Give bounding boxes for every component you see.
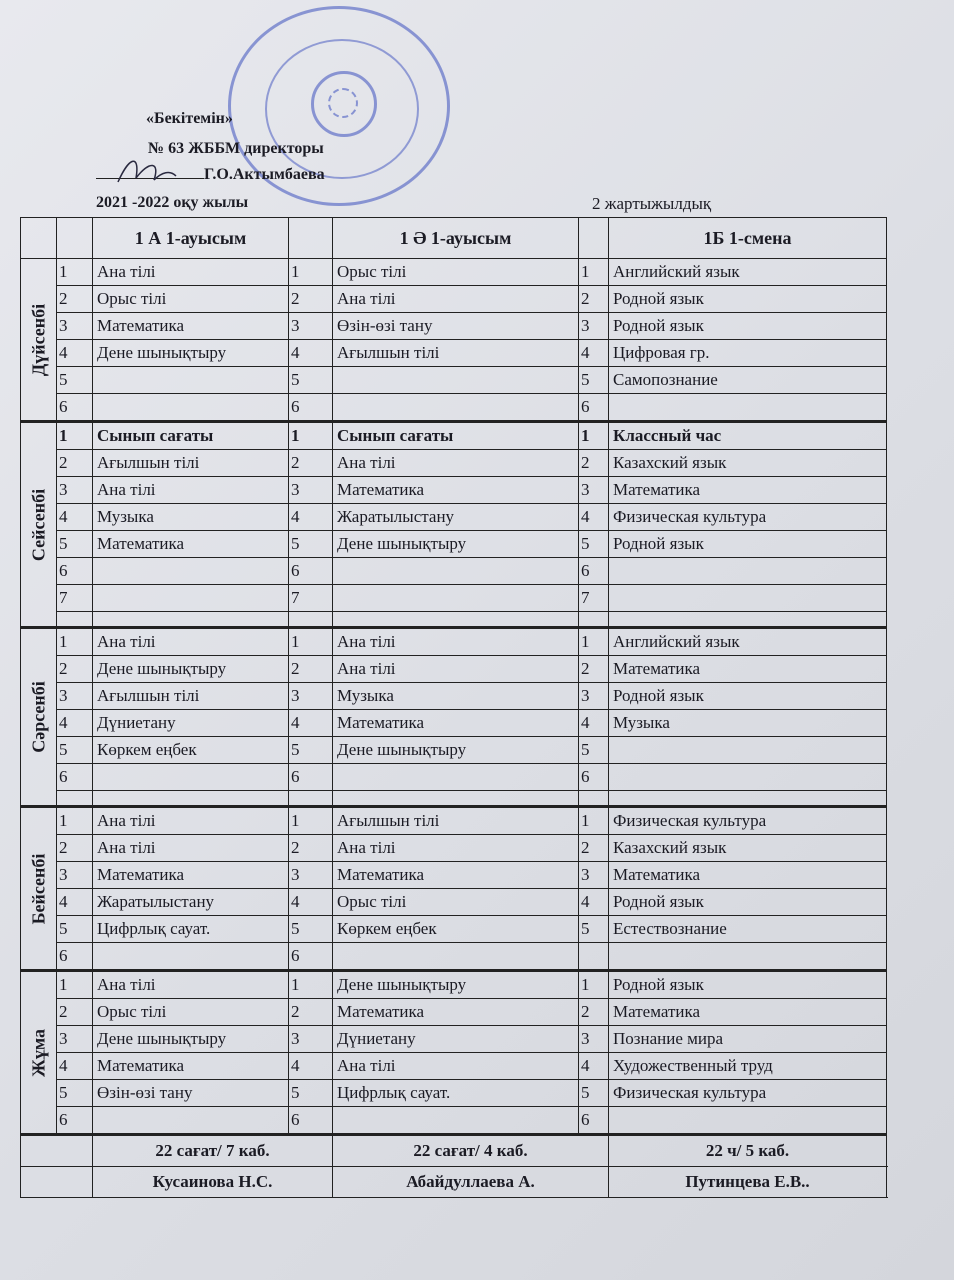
academic-year: 2021 -2022 оқу жылы bbox=[96, 194, 249, 211]
subject-cell bbox=[93, 764, 289, 791]
lesson-row bbox=[21, 558, 887, 585]
lesson-number: 2 bbox=[579, 835, 609, 862]
subject-cell bbox=[333, 558, 579, 585]
lesson-number: 6 bbox=[57, 394, 93, 422]
hours-cell: 22 ч/ 5 каб. bbox=[609, 1135, 887, 1167]
subject-cell: Музыка bbox=[333, 683, 579, 710]
subject-cell: Математика bbox=[609, 862, 887, 889]
lesson-row bbox=[21, 791, 887, 807]
director-title: № 63 ЖББМ директоры bbox=[148, 140, 324, 157]
subject-cell: Ана тілі bbox=[333, 450, 579, 477]
spacer-cell bbox=[289, 218, 333, 259]
lesson-number: 5 bbox=[579, 367, 609, 394]
lesson-number: 5 bbox=[579, 737, 609, 764]
subject-cell: Ана тілі bbox=[93, 835, 289, 862]
lesson-number: 6 bbox=[57, 943, 93, 971]
subject-cell bbox=[93, 558, 289, 585]
subject-cell bbox=[333, 1107, 579, 1135]
lesson-row bbox=[21, 394, 887, 422]
handwritten-signature bbox=[110, 150, 180, 190]
lesson-number: 5 bbox=[579, 531, 609, 558]
lesson-number: 6 bbox=[579, 1107, 609, 1135]
day-cell bbox=[21, 422, 57, 628]
subject-cell: Естествознание bbox=[609, 916, 887, 943]
subject-cell: Дене шынықтыру bbox=[93, 340, 289, 367]
class-1ae-header: 1 Ә 1-ауысым bbox=[333, 218, 579, 259]
lesson-number: 3 bbox=[57, 477, 93, 504]
lesson-row bbox=[21, 656, 887, 683]
subject-cell: Английский язык bbox=[609, 628, 887, 656]
lesson-row bbox=[21, 737, 887, 764]
subject-cell: Математика bbox=[609, 656, 887, 683]
teacher-row bbox=[21, 1167, 887, 1198]
lesson-number: 4 bbox=[57, 710, 93, 737]
lesson-number: 6 bbox=[579, 764, 609, 791]
lesson-number: 6 bbox=[289, 394, 333, 422]
lesson-number: 5 bbox=[289, 1080, 333, 1107]
lesson-number bbox=[579, 612, 609, 628]
lesson-number: 5 bbox=[57, 1080, 93, 1107]
lesson-number: 3 bbox=[579, 1026, 609, 1053]
lesson-number: 5 bbox=[57, 367, 93, 394]
subject-cell: Ана тілі bbox=[93, 807, 289, 835]
lesson-row bbox=[21, 999, 887, 1026]
lesson-number: 3 bbox=[57, 683, 93, 710]
subject-cell: Ана тілі bbox=[333, 628, 579, 656]
subject-cell: Ағылшын тілі bbox=[93, 450, 289, 477]
subject-cell bbox=[609, 558, 887, 585]
lesson-number: 1 bbox=[57, 422, 93, 450]
subject-cell: Дене шынықтыру bbox=[333, 531, 579, 558]
lesson-row bbox=[21, 943, 887, 971]
lesson-number: 1 bbox=[579, 259, 609, 286]
spacer-cell bbox=[579, 218, 609, 259]
lesson-number: 3 bbox=[579, 862, 609, 889]
subject-cell bbox=[93, 791, 289, 807]
lesson-number: 2 bbox=[57, 286, 93, 313]
lesson-number: 5 bbox=[57, 916, 93, 943]
day-name: Сейсенбі bbox=[28, 488, 48, 561]
day-cell bbox=[21, 628, 57, 807]
lesson-row bbox=[21, 710, 887, 737]
lesson-number: 6 bbox=[579, 394, 609, 422]
lesson-number: 1 bbox=[579, 628, 609, 656]
subject-cell: Цифровая гр. bbox=[609, 340, 887, 367]
hours-cell: 22 сағат/ 7 каб. bbox=[93, 1135, 333, 1167]
lesson-number: 4 bbox=[57, 889, 93, 916]
lesson-number: 2 bbox=[289, 835, 333, 862]
subject-cell: Көркем еңбек bbox=[93, 737, 289, 764]
lesson-number: 6 bbox=[57, 1107, 93, 1135]
lesson-number: 2 bbox=[57, 999, 93, 1026]
schedule-table bbox=[20, 217, 887, 1198]
lesson-number: 6 bbox=[289, 764, 333, 791]
subject-cell bbox=[333, 367, 579, 394]
lesson-number: 3 bbox=[57, 862, 93, 889]
lesson-number: 4 bbox=[289, 889, 333, 916]
lesson-number: 3 bbox=[289, 477, 333, 504]
subject-cell bbox=[93, 394, 289, 422]
blank-cell bbox=[21, 1135, 93, 1167]
subject-cell bbox=[333, 612, 579, 628]
subject-cell: Жаратылыстану bbox=[333, 504, 579, 531]
subject-cell: Математика bbox=[93, 862, 289, 889]
lesson-number: 7 bbox=[289, 585, 333, 612]
lesson-row bbox=[21, 1026, 887, 1053]
lesson-number: 1 bbox=[289, 807, 333, 835]
subject-cell: Познание мира bbox=[609, 1026, 887, 1053]
lesson-number: 4 bbox=[57, 504, 93, 531]
lesson-number: 2 bbox=[289, 656, 333, 683]
semester-label: 2 жартыжылдық bbox=[592, 194, 712, 213]
subject-cell bbox=[93, 1107, 289, 1135]
lesson-number: 5 bbox=[289, 916, 333, 943]
subject-cell bbox=[333, 943, 579, 971]
subject-cell bbox=[609, 943, 887, 971]
lesson-number: 4 bbox=[57, 1053, 93, 1080]
subject-cell: Ана тілі bbox=[333, 656, 579, 683]
subject-cell: Ана тілі bbox=[333, 835, 579, 862]
subject-cell: Ағылшын тілі bbox=[93, 683, 289, 710]
subject-cell: Орыс тілі bbox=[333, 259, 579, 286]
subject-cell: Родной язык bbox=[609, 971, 887, 999]
lesson-number: 1 bbox=[57, 971, 93, 999]
subject-cell: Математика bbox=[333, 862, 579, 889]
lesson-number: 3 bbox=[57, 313, 93, 340]
lesson-number: 1 bbox=[579, 807, 609, 835]
day-cell bbox=[21, 259, 57, 422]
header-row bbox=[21, 218, 887, 259]
lesson-number: 1 bbox=[289, 259, 333, 286]
lesson-number bbox=[57, 612, 93, 628]
subject-cell bbox=[609, 585, 887, 612]
lesson-number: 2 bbox=[57, 450, 93, 477]
lesson-row bbox=[21, 1053, 887, 1080]
corner-cell bbox=[21, 218, 57, 259]
subject-cell: Ана тілі bbox=[93, 477, 289, 504]
subject-cell: Ана тілі bbox=[93, 628, 289, 656]
lesson-number: 3 bbox=[289, 313, 333, 340]
lesson-row bbox=[21, 422, 887, 450]
subject-cell: Математика bbox=[93, 531, 289, 558]
subject-cell bbox=[609, 791, 887, 807]
lesson-number: 3 bbox=[289, 1026, 333, 1053]
lesson-row bbox=[21, 585, 887, 612]
lesson-number: 4 bbox=[579, 1053, 609, 1080]
lesson-number: 5 bbox=[289, 367, 333, 394]
lesson-number: 4 bbox=[289, 710, 333, 737]
lesson-number: 6 bbox=[289, 1107, 333, 1135]
lesson-row bbox=[21, 531, 887, 558]
lesson-number bbox=[289, 791, 333, 807]
lesson-number: 4 bbox=[579, 340, 609, 367]
lesson-number: 7 bbox=[579, 585, 609, 612]
day-name: Сәрсенбі bbox=[28, 681, 48, 753]
lesson-number: 2 bbox=[579, 450, 609, 477]
lesson-number: 4 bbox=[57, 340, 93, 367]
day-name: Жұма bbox=[28, 1028, 48, 1077]
subject-cell: Ағылшын тілі bbox=[333, 340, 579, 367]
subject-cell: Математика bbox=[93, 313, 289, 340]
lesson-number: 3 bbox=[289, 862, 333, 889]
approval-title: «Бекітемін» bbox=[146, 110, 233, 127]
lesson-number: 6 bbox=[57, 558, 93, 585]
subject-cell: Орыс тілі bbox=[93, 999, 289, 1026]
subject-cell: Ана тілі bbox=[93, 971, 289, 999]
subject-cell bbox=[609, 764, 887, 791]
lesson-number: 1 bbox=[289, 628, 333, 656]
subject-cell: Орыс тілі bbox=[93, 286, 289, 313]
lesson-row bbox=[21, 1107, 887, 1135]
subject-cell: Математика bbox=[333, 477, 579, 504]
class-1b-header: 1Б 1-смена bbox=[609, 218, 887, 259]
subject-cell bbox=[333, 585, 579, 612]
subject-cell: Ағылшын тілі bbox=[333, 807, 579, 835]
lesson-number: 6 bbox=[289, 558, 333, 585]
lesson-number: 2 bbox=[289, 286, 333, 313]
subject-cell bbox=[609, 737, 887, 764]
subject-cell: Родной язык bbox=[609, 286, 887, 313]
lesson-number: 3 bbox=[579, 477, 609, 504]
subject-cell: Цифрлық сауат. bbox=[93, 916, 289, 943]
subject-cell bbox=[93, 367, 289, 394]
teacher-name: Кусаинова Н.С. bbox=[93, 1167, 333, 1198]
subject-cell: Родной язык bbox=[609, 889, 887, 916]
subject-cell bbox=[609, 1107, 887, 1135]
lesson-row bbox=[21, 367, 887, 394]
subject-cell: Ана тілі bbox=[93, 259, 289, 286]
subject-cell: Орыс тілі bbox=[333, 889, 579, 916]
class-1a-header: 1 А 1-ауысым bbox=[93, 218, 289, 259]
lesson-number bbox=[579, 791, 609, 807]
lesson-number: 3 bbox=[57, 1026, 93, 1053]
lesson-row bbox=[21, 1080, 887, 1107]
day-cell bbox=[21, 971, 57, 1135]
lesson-row bbox=[21, 807, 887, 835]
lesson-row bbox=[21, 683, 887, 710]
lesson-row bbox=[21, 286, 887, 313]
lesson-row bbox=[21, 628, 887, 656]
lesson-row bbox=[21, 313, 887, 340]
subject-cell: Сынып сағаты bbox=[93, 422, 289, 450]
subject-cell bbox=[93, 943, 289, 971]
lesson-number: 2 bbox=[57, 656, 93, 683]
subject-cell: Өзін-өзі тану bbox=[93, 1080, 289, 1107]
subject-cell: Дене шынықтыру bbox=[93, 1026, 289, 1053]
subject-cell: Дүниетану bbox=[333, 1026, 579, 1053]
subject-cell: Цифрлық сауат. bbox=[333, 1080, 579, 1107]
subject-cell: Физическая культура bbox=[609, 1080, 887, 1107]
lesson-number: 4 bbox=[579, 889, 609, 916]
subject-cell bbox=[93, 612, 289, 628]
lesson-number: 5 bbox=[289, 737, 333, 764]
lesson-number: 3 bbox=[579, 313, 609, 340]
blank-cell bbox=[21, 1167, 93, 1198]
lesson-row bbox=[21, 971, 887, 999]
subject-cell: Дене шынықтыру bbox=[333, 971, 579, 999]
subject-cell: Казахский язык bbox=[609, 450, 887, 477]
lesson-row bbox=[21, 259, 887, 286]
lesson-number: 6 bbox=[289, 943, 333, 971]
subject-cell: Математика bbox=[609, 999, 887, 1026]
subject-cell: Математика bbox=[609, 477, 887, 504]
subject-cell bbox=[333, 394, 579, 422]
lesson-number bbox=[57, 791, 93, 807]
lesson-number: 4 bbox=[579, 504, 609, 531]
subject-cell bbox=[333, 764, 579, 791]
subject-cell: Ана тілі bbox=[333, 286, 579, 313]
lesson-row bbox=[21, 504, 887, 531]
subject-cell: Физическая культура bbox=[609, 504, 887, 531]
subject-cell: Сынып сағаты bbox=[333, 422, 579, 450]
subject-cell: Родной язык bbox=[609, 531, 887, 558]
lesson-row bbox=[21, 889, 887, 916]
lesson-number: 4 bbox=[289, 504, 333, 531]
director-name: Г.О.Актымбаева bbox=[204, 166, 325, 183]
lesson-number: 1 bbox=[57, 628, 93, 656]
lesson-number: 3 bbox=[579, 683, 609, 710]
subject-cell: Английский язык bbox=[609, 259, 887, 286]
lesson-number bbox=[289, 612, 333, 628]
hours-cell: 22 сағат/ 4 каб. bbox=[333, 1135, 609, 1167]
lesson-number: 1 bbox=[289, 971, 333, 999]
lesson-number: 4 bbox=[289, 340, 333, 367]
lesson-number: 2 bbox=[289, 999, 333, 1026]
teacher-name: Путинцева Е.В.. bbox=[609, 1167, 887, 1198]
subject-cell: Родной язык bbox=[609, 313, 887, 340]
lesson-number: 2 bbox=[57, 835, 93, 862]
subject-cell: Көркем еңбек bbox=[333, 916, 579, 943]
lesson-row bbox=[21, 340, 887, 367]
lesson-number: 5 bbox=[57, 531, 93, 558]
subject-cell: Классный час bbox=[609, 422, 887, 450]
lesson-number: 7 bbox=[57, 585, 93, 612]
lesson-number: 2 bbox=[579, 286, 609, 313]
lesson-number: 1 bbox=[57, 259, 93, 286]
lesson-row bbox=[21, 450, 887, 477]
subject-cell bbox=[93, 585, 289, 612]
subject-cell: Дүниетану bbox=[93, 710, 289, 737]
lesson-number: 5 bbox=[289, 531, 333, 558]
lesson-number bbox=[579, 943, 609, 971]
subject-cell: Родной язык bbox=[609, 683, 887, 710]
lesson-number: 5 bbox=[579, 916, 609, 943]
subject-cell: Математика bbox=[93, 1053, 289, 1080]
seal-emblem bbox=[311, 71, 377, 137]
lesson-number: 4 bbox=[289, 1053, 333, 1080]
day-name: Дүйсенбі bbox=[28, 303, 48, 376]
lesson-number: 2 bbox=[289, 450, 333, 477]
subject-cell: Художественный труд bbox=[609, 1053, 887, 1080]
lesson-row bbox=[21, 612, 887, 628]
lesson-number: 6 bbox=[579, 558, 609, 585]
lesson-number: 3 bbox=[289, 683, 333, 710]
lesson-row bbox=[21, 862, 887, 889]
hours-row bbox=[21, 1135, 887, 1167]
lesson-number: 1 bbox=[579, 422, 609, 450]
lesson-row bbox=[21, 477, 887, 504]
lesson-number: 2 bbox=[579, 656, 609, 683]
corner-cell bbox=[57, 218, 93, 259]
subject-cell: Казахский язык bbox=[609, 835, 887, 862]
subject-cell: Музыка bbox=[93, 504, 289, 531]
subject-cell: Самопознание bbox=[609, 367, 887, 394]
lesson-number: 5 bbox=[579, 1080, 609, 1107]
lesson-number: 1 bbox=[57, 807, 93, 835]
subject-cell bbox=[609, 612, 887, 628]
subject-cell: Математика bbox=[333, 710, 579, 737]
subject-cell: Ана тілі bbox=[333, 1053, 579, 1080]
subject-cell: Өзін-өзі тану bbox=[333, 313, 579, 340]
subject-cell: Дене шынықтыру bbox=[333, 737, 579, 764]
subject-cell: Математика bbox=[333, 999, 579, 1026]
subject-cell bbox=[609, 394, 887, 422]
subject-cell: Музыка bbox=[609, 710, 887, 737]
lesson-row bbox=[21, 835, 887, 862]
subject-cell bbox=[333, 791, 579, 807]
lesson-number: 1 bbox=[579, 971, 609, 999]
teacher-name: Абайдуллаева А. bbox=[333, 1167, 609, 1198]
subject-cell: Дене шынықтыру bbox=[93, 656, 289, 683]
lesson-number: 1 bbox=[289, 422, 333, 450]
lesson-number: 4 bbox=[579, 710, 609, 737]
subject-cell: Жаратылыстану bbox=[93, 889, 289, 916]
lesson-number: 5 bbox=[57, 737, 93, 764]
lesson-number: 6 bbox=[57, 764, 93, 791]
lesson-row bbox=[21, 764, 887, 791]
day-name: Бейсенбі bbox=[28, 853, 48, 924]
subject-cell: Физическая культура bbox=[609, 807, 887, 835]
lesson-number: 2 bbox=[579, 999, 609, 1026]
day-cell bbox=[21, 807, 57, 971]
lesson-row bbox=[21, 916, 887, 943]
